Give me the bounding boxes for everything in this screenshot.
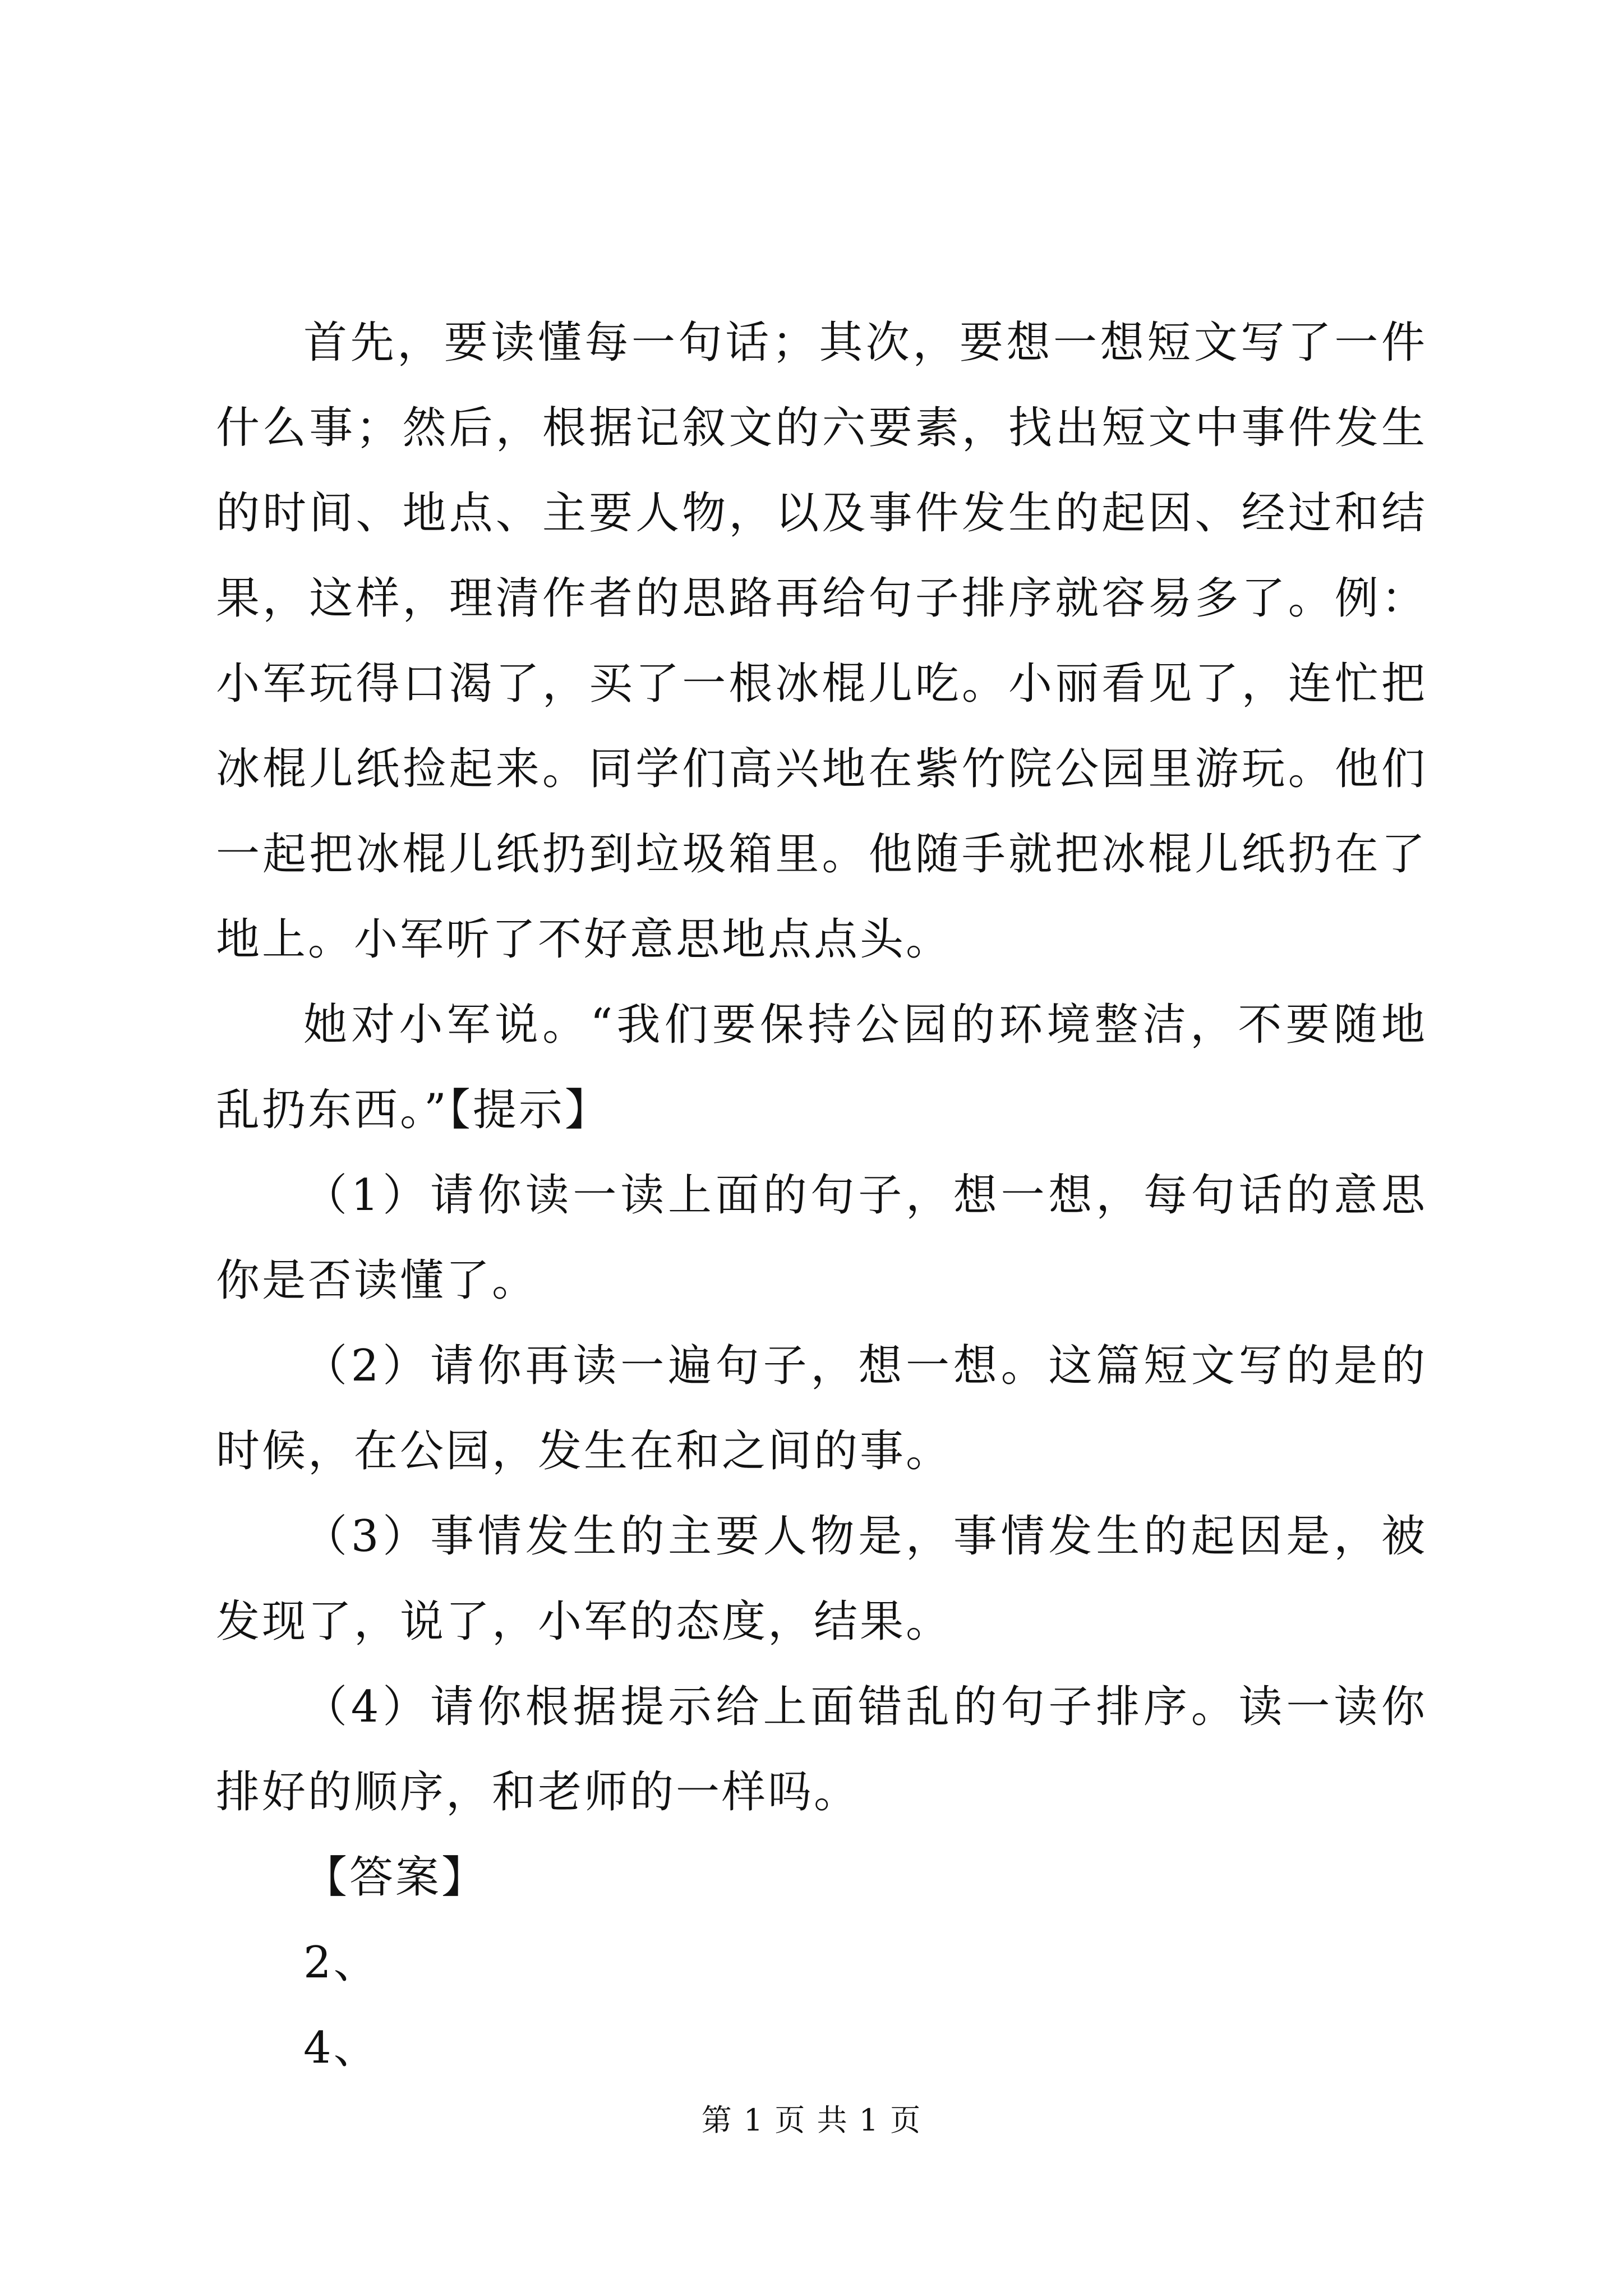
answer-heading: 【答案】 <box>303 1852 488 1903</box>
hint-item-2: （2）请你再读一遍句子，想一想。这篇短文写的是的时候，在公园，发生在和之间的事。 <box>216 1341 1427 1476</box>
answer-item-2: 2、 <box>303 1938 380 1988</box>
answer-item-4: 4、 <box>303 2023 380 2073</box>
paragraph-quote-hint: 她对小军说。“我们要保持公园的环境整洁，不要随地乱扔东西。”【提示】 <box>216 1000 1427 1135</box>
hint-item-1: （1）请你读一读上面的句子，想一想，每句话的意思你是否读懂了。 <box>216 1170 1427 1306</box>
document-body <box>216 300 1427 2091</box>
hint-item-4: （4）请你根据提示给上面错乱的句子排序。读一读你排好的顺序，和老师的一样吗。 <box>216 1682 1427 1818</box>
page-footer: 第 1 页 共 1 页 <box>701 2102 922 2138</box>
paragraph-method: 首先，要读懂每一句话；其次，要想一想短文写了一件什么事；然后，根据记叙文的六要素，找出短文中事件发生的时间、地点、主要人物，以及事件发生的起因、经过和结果，这样，理清作者的思路再给句子排序就容易多了。例：小军玩得口渴了，买了一根冰棍儿吃。小丽看见了，连忙把冰棍儿纸捡起来。同学们高兴地在紫竹院公园里游玩。他们一起把冰棍儿纸扔到垃圾箱里。他随手就把冰棍儿纸扔在了地上。小军听了不好意思地点点头。 <box>216 318 1427 965</box>
hint-item-3: （3）事情发生的主要人物是，事情发生的起因是，被发现了，说了，小军的态度，结果。 <box>216 1511 1427 1647</box>
